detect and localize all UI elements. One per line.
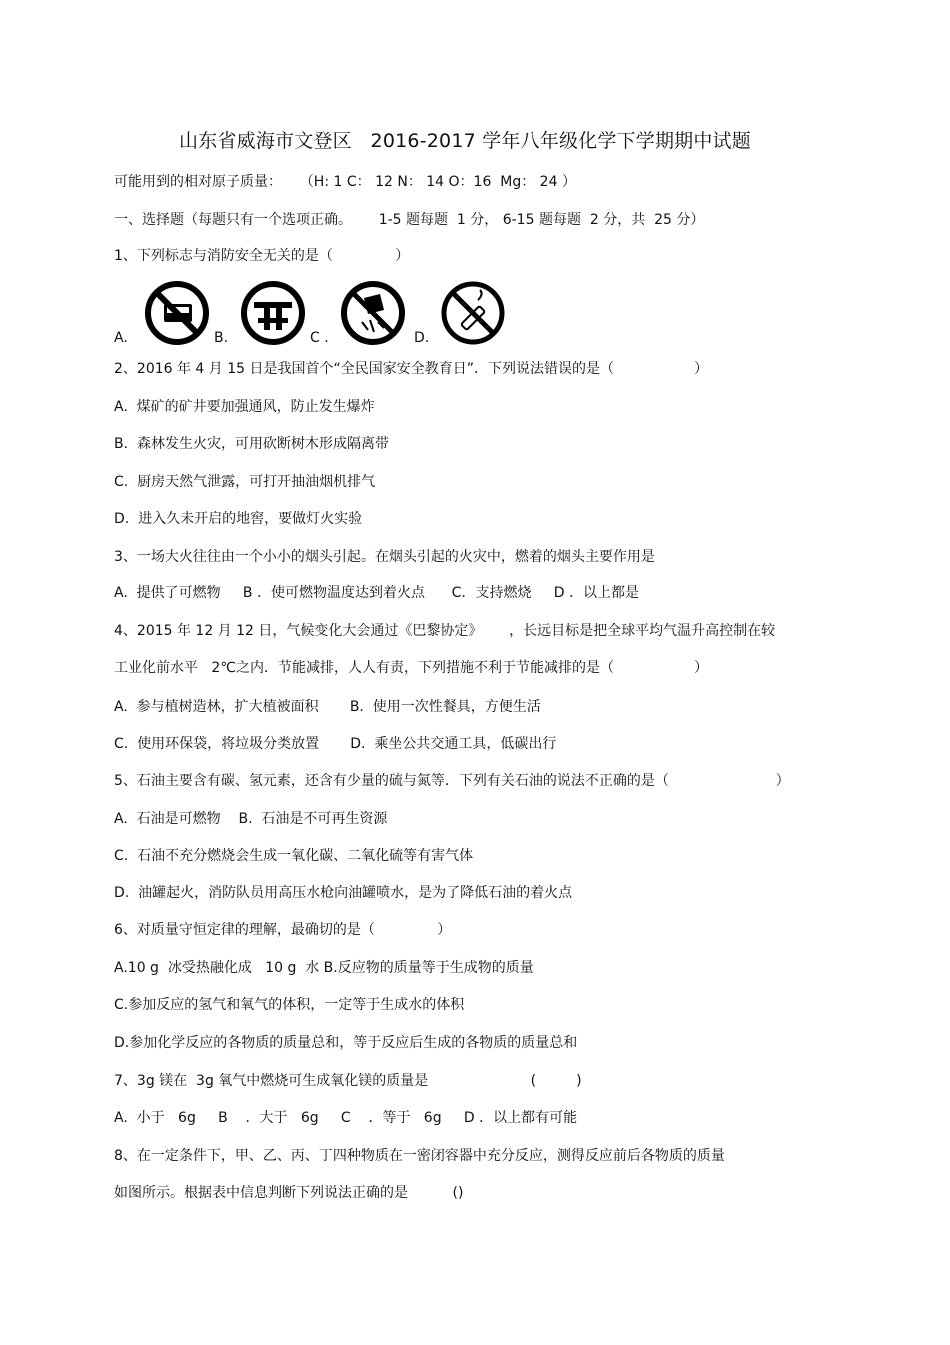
question-2-option: C. 厨房天然气泄露，可打开抽油烟机排气	[114, 474, 376, 490]
option-a-label: A.	[114, 330, 128, 346]
question-5-option: D. 油罐起火，消防队员用高压水枪向油罐喷水，是为了降低石油的着火点	[114, 885, 573, 901]
question-7-stem: 7、3g 镁在 3g 氧气中燃烧可生成氧化镁的质量是 ( )	[114, 1073, 582, 1089]
section-heading: 一、选择题（每题只有一个选项正确。 1-5 题每题 1 分， 6-15 题每题 2 分，共 25 分）	[114, 212, 705, 228]
atomic-mass-line: 可能用到的相对原子质量： （H: 1 C： 12 N： 14 O：16 Mg： 24 ）	[114, 174, 576, 190]
question-4-options: C. 使用环保袋，将垃圾分类放置 D. 乘坐公共交通工具，低碳出行	[114, 736, 557, 752]
option-d-label: D.	[414, 330, 430, 346]
question-3-options: A. 提供了可燃物 B ．使可燃物温度达到着火点 C．支持燃烧 D ．以上都是	[114, 585, 639, 601]
question-5-option: C. 石油不充分燃烧会生成一氧化碳、二氧化硫等有害气体	[114, 848, 474, 864]
question-2-option: D. 进入久未开启的地窖，要做灯火实验	[114, 511, 363, 527]
question-2-option: A. 煤矿的矿井要加强通风，防止发生爆炸	[114, 399, 375, 415]
question-8-stem: 8、在一定条件下，甲、乙、丙、丁四种物质在一密闭容器中充分反应，测得反应前后各物质的质量	[114, 1148, 725, 1164]
question-6-option: A.10 g 冰受热融化成 10 g 水 B.反应物的质量等于生成物的质量	[114, 960, 534, 976]
question-4-stem: 4、2015 年 12 月 12 日，气候变化大会通过《巴黎协定》 ，长远目标是把全球平均气温升高控制在较	[114, 623, 776, 639]
question-6-stem: 6、对质量守恒定律的理解，最确切的是（ ）	[114, 922, 452, 938]
question-5-stem: 5、石油主要含有碳、氢元素，还含有少量的硫与氮等．下列有关石油的说法不正确的是（ ）	[114, 773, 790, 789]
page-title: 山东省威海市文登区 2016-2017 学年八年级化学下学期期中试题	[179, 130, 751, 152]
question-6-option: D.参加化学反应的各物质的质量总和，等于反应后生成的各物质的质量总和	[114, 1035, 578, 1051]
question-4-options: A. 参与植树造林，扩大植被面积 B. 使用一次性餐具，方便生活	[114, 699, 541, 715]
question-1-stem: 1、下列标志与消防安全无关的是（ ）	[114, 248, 410, 264]
no-fireworks-sign-icon	[240, 280, 306, 346]
option-c-label: C .	[310, 330, 329, 346]
question-3-stem: 3、一场大火往往由一个小小的烟头引起。在烟头引起的火灾中，燃着的烟头主要作用是	[114, 549, 655, 565]
no-firecrackers-sign-icon	[340, 280, 406, 346]
question-4-stem-continued: 工业化前水平 2℃之内．节能减排，人人有责，下列措施不利于节能减排的是（ ）	[114, 660, 709, 676]
question-2-option: B. 森林发生火灾，可用砍断树木形成隔离带	[114, 436, 389, 452]
question-5-option: A. 石油是可燃物 B. 石油是不可再生资源	[114, 811, 388, 827]
question-8-stem-continued: 如图所示。根据表中信息判断下列说法正确的是 ()	[114, 1185, 464, 1201]
question-2-stem: 2、2016 年 4 月 15 日是我国首个“全民国家安全教育日”．下列说法错误的是（ ）	[114, 361, 709, 377]
question-6-option: C.参加反应的氢气和氧气的体积，一定等于生成水的体积	[114, 997, 465, 1013]
question-1-signs	[114, 278, 534, 350]
no-smoking-sign-icon	[144, 280, 210, 346]
option-b-label: B.	[214, 330, 229, 346]
no-matches-sign-icon	[440, 280, 506, 346]
question-7-options: A. 小于 6g B ．大于 6g C ．等于 6g D ．以上都有可能	[114, 1110, 578, 1126]
